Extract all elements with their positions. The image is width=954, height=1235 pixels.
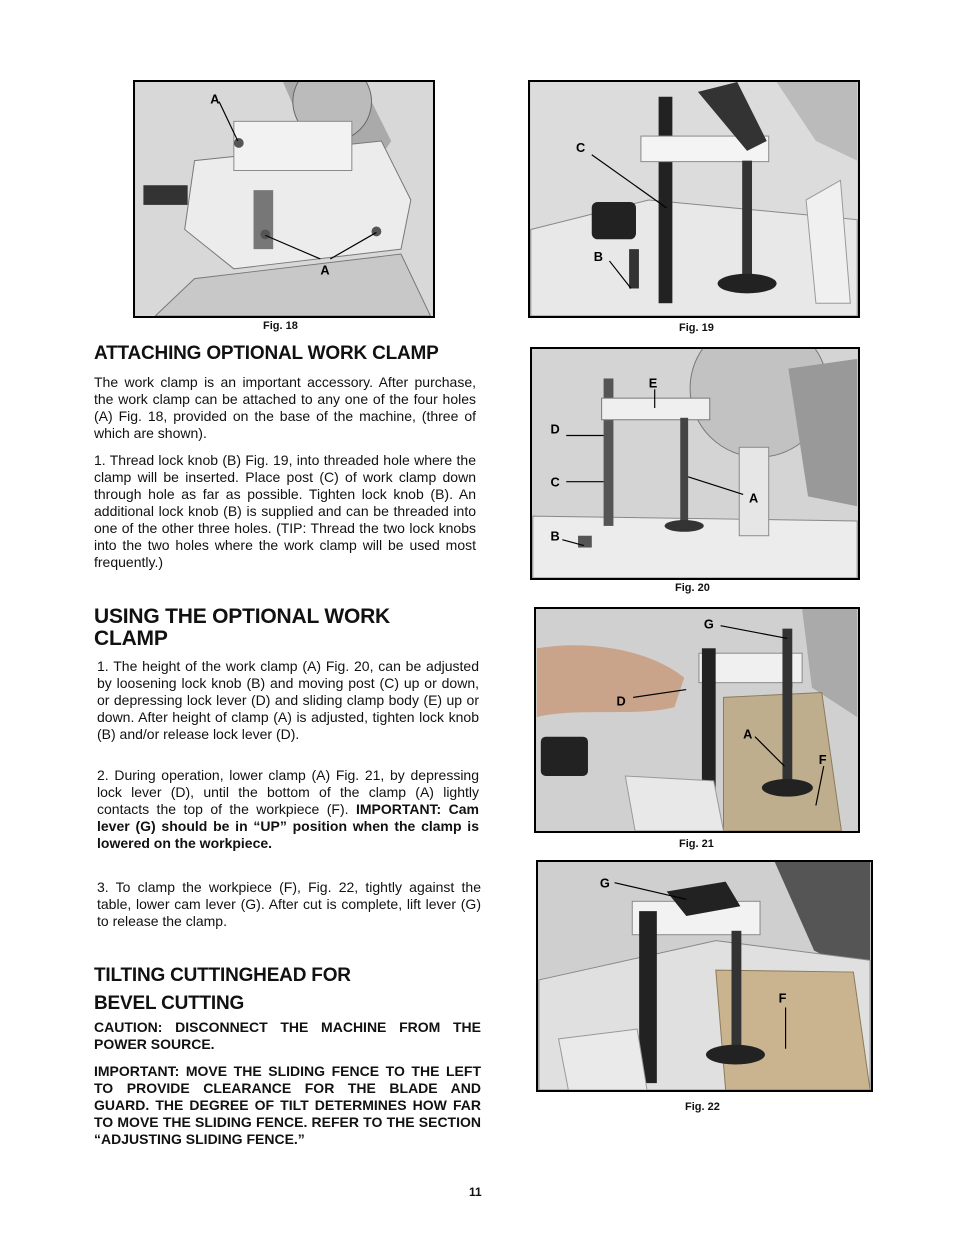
paragraph-lower-clamp-text: 2. During operation, lower clamp (A) Fig. 21, by depressing lock lever (D), until the bottom of the clamp (A) lightly contacts the top of the workpiece (F). <box>97 767 479 817</box>
miter-saw-base-illustration <box>135 82 433 316</box>
paragraph-lower-clamp <box>97 767 479 852</box>
work-clamp-installed-illustration <box>530 82 858 316</box>
important-cam-lever-note: IMPORTANT: Cam lever (G) should be in “UP” position when the clamp is lowered on the workpiece. <box>97 801 479 851</box>
figure-22-photo <box>536 860 873 1092</box>
fig19-label-c: C <box>576 139 586 155</box>
heading-tilting-line1: TILTING CUTTINGHEAD FOR <box>94 965 351 986</box>
heading-using-work-clamp-line2: CLAMP <box>94 627 168 650</box>
clamp-tightened-illustration <box>538 862 871 1090</box>
fig20-label-c: C <box>550 474 560 490</box>
clamp-lowered-illustration <box>536 609 858 831</box>
heading-using-work-clamp-line1: USING THE OPTIONAL WORK <box>94 605 391 628</box>
fig21-label-a: A <box>743 726 753 742</box>
important-move-sliding-fence: IMPORTANT: MOVE THE SLIDING FENCE TO THE LEFT TO PROVIDE CLEARANCE FOR THE BLADE AND GUARD. THE DEGREE OF TILT DETERMINES HOW FAR TO MOVE THE SLIDING FENCE. REFER TO THE SECTION “ADJUSTING SLIDING FENCE.” <box>94 1063 481 1147</box>
fig22-caption: Fig. 22 <box>685 1101 720 1113</box>
figure-20-photo <box>530 347 860 580</box>
paragraph-adjust-height: 1. The height of the work clamp (A) Fig. 20, can be adjusted by loosening lock knob (B) and moving post (C) up or down, or depressing lock lever (D) and sliding clamp body (E) up or down. After height of clamp (A) is adjusted, tighten lock knob (B) and/or release lock lever (D). <box>97 658 479 742</box>
paragraph-work-clamp-intro: The work clamp is an important accessory. After purchase, the work clamp can be attached to any one of the four holes (A) Fig. 18, provided on the base of the machine, (three of which are shown). <box>94 374 476 441</box>
fig18-label-a-bottom: A <box>320 262 330 278</box>
fig18-label-a-top: A <box>210 91 220 107</box>
fig20-label-b: B <box>550 528 560 544</box>
caution-disconnect-power: CAUTION: DISCONNECT THE MACHINE FROM THE POWER SOURCE. <box>94 1019 481 1052</box>
fig18-caption: Fig. 18 <box>263 320 298 332</box>
fig21-label-d: D <box>616 693 626 709</box>
fig21-label-f: F <box>818 752 827 768</box>
heading-tilting-cuttinghead <box>94 962 351 1018</box>
heading-attaching-work-clamp: ATTACHING OPTIONAL WORK CLAMP <box>94 343 439 364</box>
fig20-caption: Fig. 20 <box>675 582 710 594</box>
fig20-label-a: A <box>749 490 759 506</box>
fig21-label-g: G <box>703 616 714 632</box>
fig20-label-d: D <box>550 421 560 437</box>
figure-19-photo <box>528 80 860 318</box>
work-clamp-parts-illustration <box>532 349 858 578</box>
fig19-caption: Fig. 19 <box>679 322 714 334</box>
figure-21-photo <box>534 607 860 833</box>
paragraph-clamp-workpiece: 3. To clamp the workpiece (F), Fig. 22, tightly against the table, lower cam lever (G). After cut is complete, lift lever (G) to release the clamp. <box>97 879 481 929</box>
heading-using-work-clamp <box>94 606 390 650</box>
fig20-label-e: E <box>648 375 658 391</box>
fig22-label-f: F <box>778 990 787 1006</box>
page-number: 11 <box>469 1185 482 1199</box>
fig21-caption: Fig. 21 <box>679 838 714 850</box>
paragraph-thread-lock-knob: 1. Thread lock knob (B) Fig. 19, into threaded hole where the clamp will be inserted. Place post (C) of work clamp down through hole as far as possible. Tighten lock knob (B). An additional lock knob (B) is supplied and can be threaded into one of the other three holes. (TIP: Thread the two lock knobs into the two holes where the work clamp will be used most frequently.) <box>94 452 476 570</box>
fig19-label-b: B <box>593 248 603 264</box>
figure-18-photo <box>133 80 435 318</box>
fig22-label-g: G <box>599 875 610 891</box>
heading-tilting-line2: BEVEL CUTTING <box>94 993 245 1014</box>
